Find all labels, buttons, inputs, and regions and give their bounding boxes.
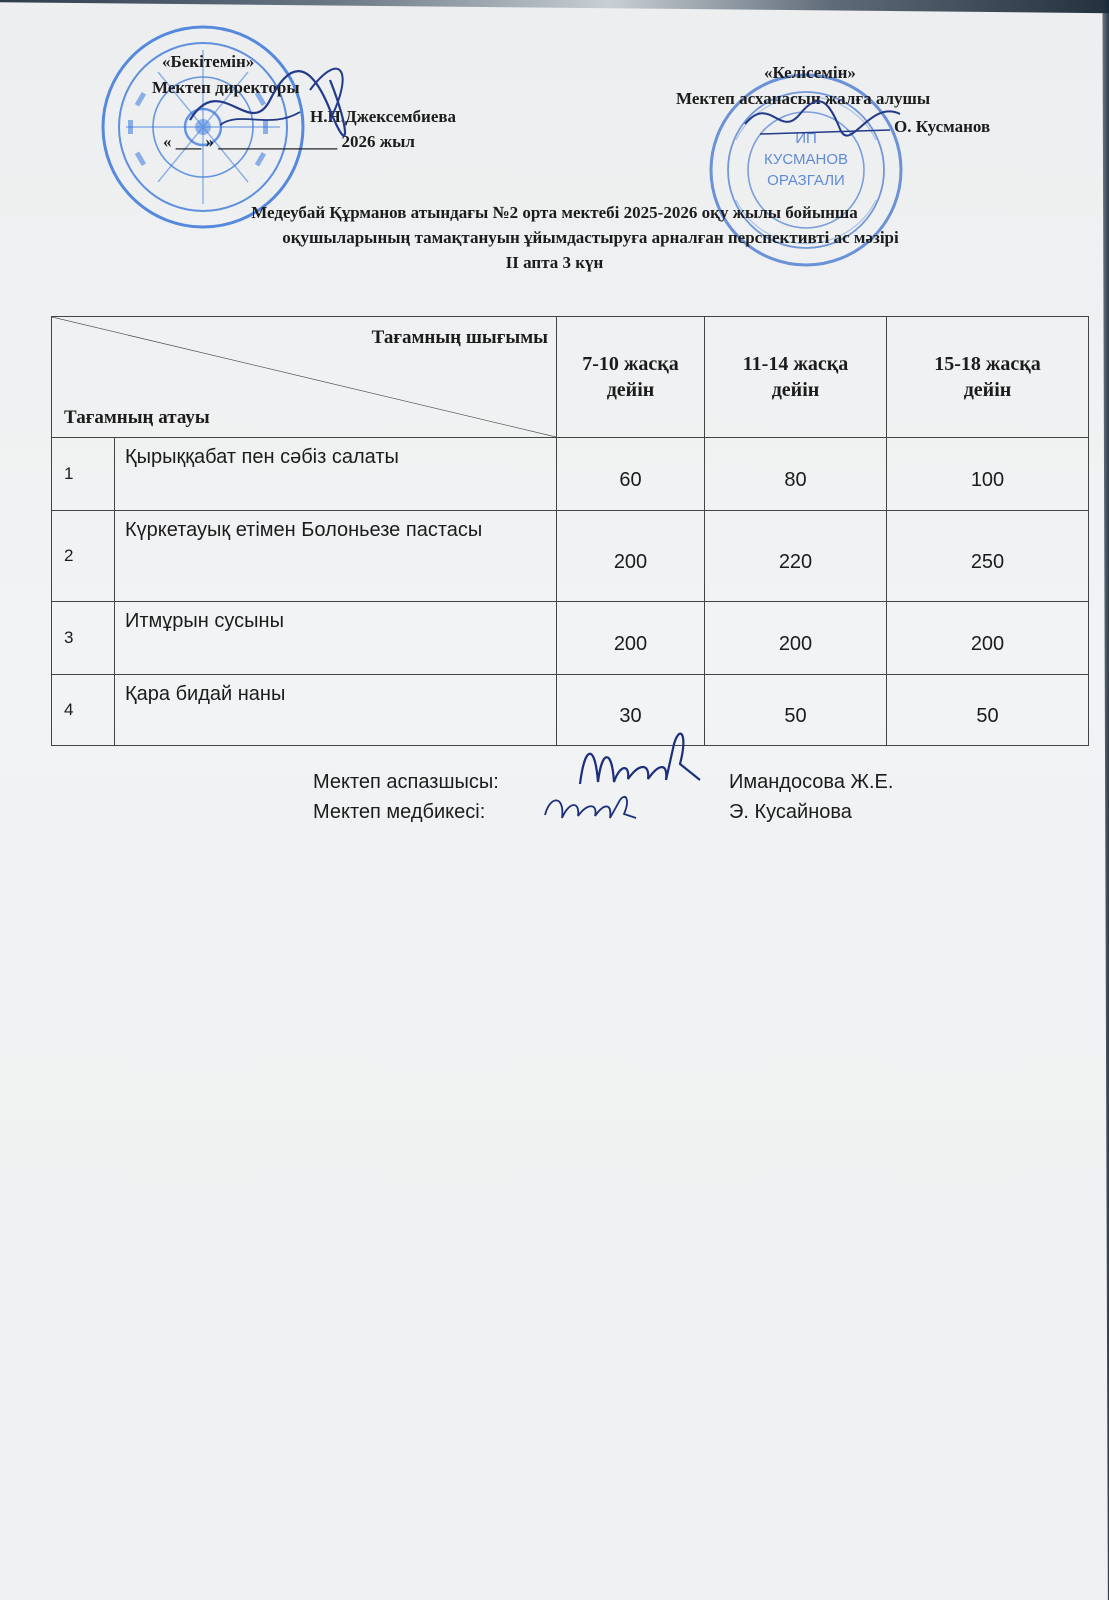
- nurse-signature: [540, 790, 640, 830]
- document-title-line-2: оқушыларының тамақтануын ұйымдастыруға арналған перспективті ас мәзірі: [282, 228, 899, 247]
- lessee-signature: [740, 84, 910, 154]
- approval-date: « ___ » ______________ 2026 жыл: [163, 132, 415, 151]
- portion-11-14: 50: [705, 675, 887, 746]
- approval-label: «Бекітемін»: [162, 52, 255, 71]
- column-header-line: 7-10 жасқа: [582, 353, 679, 375]
- portion-11-14: 200: [705, 602, 887, 675]
- portion-7-10: 60: [557, 438, 705, 511]
- portion-15-18: 100: [887, 438, 1089, 511]
- nurse-label: Мектеп медбикесі:: [313, 801, 486, 823]
- row-number: 3: [52, 602, 115, 675]
- column-header-age-11-14: [705, 317, 887, 438]
- stamp-text-line: ИП: [795, 130, 817, 147]
- agreement-label: «Келісемін»: [764, 63, 856, 82]
- portion-7-10: 30: [557, 675, 705, 746]
- corner-label-output: Тағамның шығымы: [371, 327, 548, 348]
- portion-15-18: 50: [887, 675, 1089, 746]
- dish-name: Қара бидай наны: [115, 675, 557, 746]
- column-header-age-7-10: [557, 317, 705, 438]
- portion-15-18: 200: [887, 602, 1089, 675]
- table-row: [52, 602, 1089, 675]
- portion-7-10: 200: [557, 602, 705, 675]
- table-header-row: [52, 317, 1089, 438]
- cook-name: Имандосова Ж.Е.: [729, 771, 894, 793]
- portion-7-10: 200: [557, 511, 705, 602]
- portion-15-18: 250: [887, 511, 1089, 602]
- column-header-line: дейін: [771, 379, 820, 401]
- photo-background-edge: [0, 0, 1109, 22]
- row-number: 1: [52, 438, 115, 511]
- dish-name: Итмұрын сусыны: [115, 602, 557, 675]
- director-position: Мектеп директоры: [152, 78, 300, 97]
- dish-name: Күркетауық етімен Болоньезе пастасы: [115, 511, 557, 602]
- column-header-line: 15-18 жасқа: [934, 353, 1041, 375]
- column-header-line: 11-14 жасқа: [742, 353, 849, 375]
- lessee-name: О. Кусманов: [894, 117, 991, 136]
- dish-name: Қырыққабат пен сәбіз салаты: [115, 438, 557, 511]
- column-header-line: дейін: [606, 379, 655, 401]
- column-header-line: дейін: [963, 379, 1012, 401]
- corner-label-dish-name: Тағамның атауы: [64, 407, 210, 428]
- stamp-text-line: ОРАЗГАЛИ: [767, 172, 845, 189]
- column-header-age-15-18: [887, 317, 1089, 438]
- row-number: 2: [52, 511, 115, 602]
- menu-table: [51, 316, 1089, 746]
- table-corner-cell: [52, 317, 557, 438]
- table-row: [52, 438, 1089, 511]
- portion-11-14: 80: [705, 438, 887, 511]
- nurse-name: Э. Кусайнова: [729, 801, 852, 823]
- lessee-position: Мектеп асханасын жалға алушы: [676, 89, 931, 108]
- document-title-week-day: II апта 3 күн: [505, 253, 604, 272]
- row-number: 4: [52, 675, 115, 746]
- stamp-text-line: КУСМАНОВ: [763, 151, 849, 168]
- portion-11-14: 220: [705, 511, 887, 602]
- director-name: Н.Н.Джексембиева: [310, 107, 457, 126]
- document-title-line-1: Медеубай Құрманов атындағы №2 орта мектебі 2025-2026 оқу жылы бойынша: [251, 203, 858, 222]
- cook-label: Мектеп аспазшысы:: [313, 771, 499, 793]
- table-row: [52, 511, 1089, 602]
- director-signature: [180, 50, 370, 160]
